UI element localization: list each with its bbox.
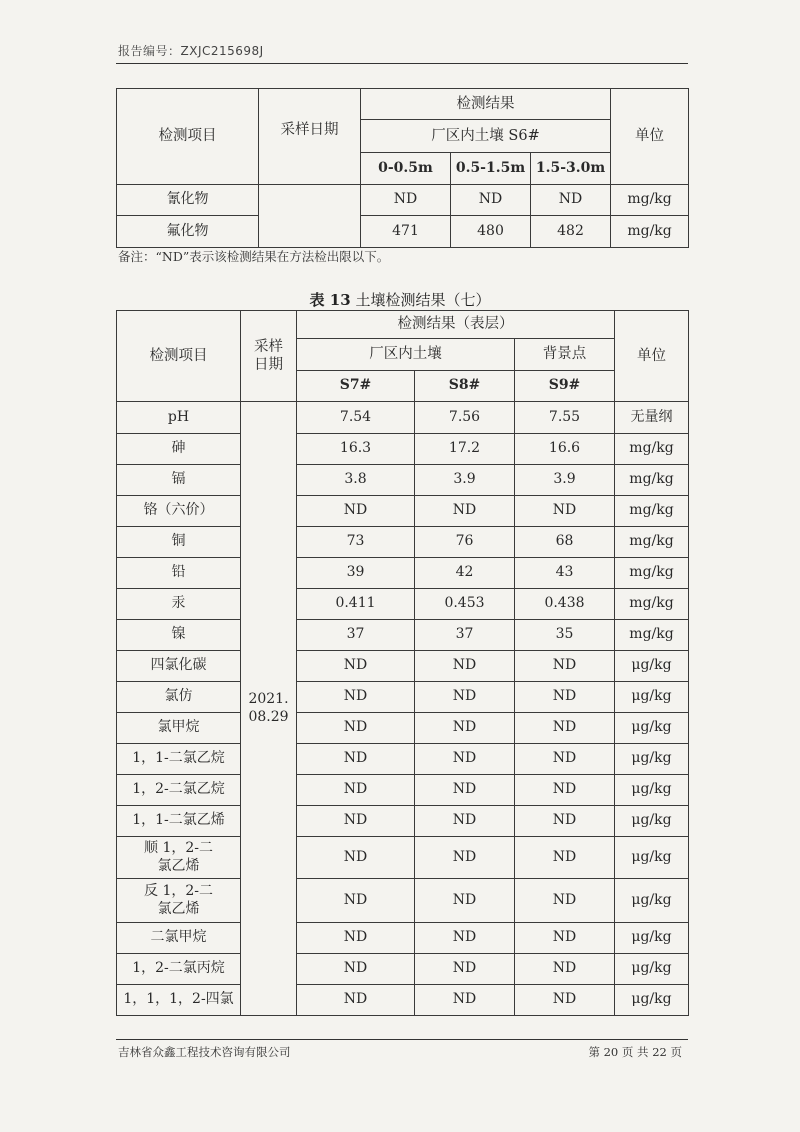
value-cell: ND — [297, 837, 415, 879]
value-cell: ND — [297, 879, 415, 923]
value-cell: 3.9 — [415, 465, 515, 496]
value-cell: ND — [515, 923, 615, 954]
item-cell: 镍 — [117, 620, 241, 651]
value-cell: 471 — [361, 216, 451, 248]
unit-cell: mg/kg — [611, 216, 689, 248]
value-cell: ND — [415, 806, 515, 837]
value-cell: 73 — [297, 527, 415, 558]
value-cell: 7.54 — [297, 402, 415, 434]
unit-cell: μg/kg — [615, 713, 689, 744]
value-cell: ND — [297, 775, 415, 806]
value-cell: 35 — [515, 620, 615, 651]
value-cell: ND — [415, 713, 515, 744]
table-row — [117, 954, 689, 985]
unit-cell: μg/kg — [615, 744, 689, 775]
table-row — [117, 682, 689, 713]
value-cell: ND — [415, 744, 515, 775]
table-row — [117, 558, 689, 589]
value-cell: 16.6 — [515, 434, 615, 465]
col-header-item: 检测项目 — [117, 89, 259, 185]
unit-cell: μg/kg — [615, 651, 689, 682]
value-cell: 0.453 — [415, 589, 515, 620]
item-cell: 氯仿 — [117, 682, 241, 713]
table-s6-continued — [116, 88, 689, 248]
value-cell: ND — [515, 744, 615, 775]
value-cell: ND — [515, 985, 615, 1016]
value-cell: ND — [515, 837, 615, 879]
value-cell: 3.8 — [297, 465, 415, 496]
item-cell: 氟化物 — [117, 216, 259, 248]
unit-cell: μg/kg — [615, 923, 689, 954]
value-cell: ND — [297, 954, 415, 985]
item-cell: 1，2-二氯丙烷 — [117, 954, 241, 985]
table-row — [117, 589, 689, 620]
unit-cell: μg/kg — [615, 879, 689, 923]
item-cell: pH — [117, 402, 241, 434]
table-row — [117, 985, 689, 1016]
item-cell: 二氯甲烷 — [117, 923, 241, 954]
item-cell: 氯甲烷 — [117, 713, 241, 744]
point-label: S9# — [515, 371, 615, 402]
point-label: S8# — [415, 371, 515, 402]
value-cell: ND — [415, 682, 515, 713]
item-cell: 顺 1，2-二氯乙烯 — [117, 837, 241, 879]
col-header-result: 检测结果（表层） — [297, 311, 615, 339]
table-note: 备注：“ND”表示该检测结果在方法检出限以下。 — [118, 249, 390, 264]
company-name: 吉林省众鑫工程技术咨询有限公司 — [118, 1045, 291, 1059]
table-13-title — [0, 289, 800, 310]
unit-cell: mg/kg — [611, 185, 689, 216]
col-header-unit: 单位 — [611, 89, 689, 185]
table-row — [117, 744, 689, 775]
table-row — [117, 185, 689, 216]
unit-cell: mg/kg — [615, 496, 689, 527]
group-factory: 厂区内土壤 — [297, 339, 515, 371]
unit-cell: μg/kg — [615, 682, 689, 713]
report-number: 报告编号：ZXJC215698J — [118, 44, 264, 58]
unit-cell: μg/kg — [615, 985, 689, 1016]
table-13 — [116, 310, 689, 1016]
value-cell: ND — [297, 985, 415, 1016]
table-row — [117, 402, 689, 434]
col-header-result: 检测结果 — [361, 89, 611, 120]
sampling-date-cell: 2021.08.29 — [241, 402, 297, 1016]
table-row — [117, 465, 689, 496]
value-cell: ND — [515, 496, 615, 527]
item-cell: 氰化物 — [117, 185, 259, 216]
value-cell: 17.2 — [415, 434, 515, 465]
value-cell: 0.438 — [515, 589, 615, 620]
unit-cell: mg/kg — [615, 620, 689, 651]
col-header-date: 采样日期 — [259, 89, 361, 185]
value-cell: ND — [531, 185, 611, 216]
value-cell: ND — [297, 713, 415, 744]
value-cell: 68 — [515, 527, 615, 558]
value-cell: ND — [297, 496, 415, 527]
table-row — [117, 527, 689, 558]
col-header-item: 检测项目 — [117, 311, 241, 402]
table-row — [117, 806, 689, 837]
table-row — [117, 879, 689, 923]
depth-label: 0-0.5m — [361, 153, 451, 185]
item-cell: 四氯化碳 — [117, 651, 241, 682]
item-cell: 1，1-二氯乙烷 — [117, 744, 241, 775]
value-cell: 480 — [451, 216, 531, 248]
item-cell: 1，2-二氯乙烷 — [117, 775, 241, 806]
value-cell: 16.3 — [297, 434, 415, 465]
value-cell: 76 — [415, 527, 515, 558]
value-cell: ND — [515, 954, 615, 985]
table-row — [117, 837, 689, 879]
item-cell: 镉 — [117, 465, 241, 496]
table-row — [117, 434, 689, 465]
value-cell: ND — [515, 775, 615, 806]
table-row — [117, 651, 689, 682]
value-cell: 39 — [297, 558, 415, 589]
footer-rule — [116, 1039, 688, 1040]
depth-label: 1.5-3.0m — [531, 153, 611, 185]
depth-label: 0.5-1.5m — [451, 153, 531, 185]
page-number: 第 20 页 共 22 页 — [588, 1045, 682, 1059]
unit-cell: mg/kg — [615, 527, 689, 558]
table-row — [117, 496, 689, 527]
value-cell: ND — [415, 879, 515, 923]
site-label: 厂区内土壤 S6# — [361, 120, 611, 153]
value-cell: 42 — [415, 558, 515, 589]
value-cell: 37 — [415, 620, 515, 651]
item-cell: 1，1，1，2-四氯 — [117, 985, 241, 1016]
table-13-number: 表 13 — [309, 291, 351, 309]
value-cell: 0.411 — [297, 589, 415, 620]
unit-cell: mg/kg — [615, 558, 689, 589]
value-cell: ND — [415, 496, 515, 527]
value-cell: ND — [415, 651, 515, 682]
group-background: 背景点 — [515, 339, 615, 371]
unit-cell: mg/kg — [615, 589, 689, 620]
value-cell: ND — [415, 954, 515, 985]
table-13-caption: 土壤检测结果（七） — [355, 291, 491, 309]
unit-cell: mg/kg — [615, 465, 689, 496]
unit-cell: mg/kg — [615, 434, 689, 465]
value-cell: ND — [415, 923, 515, 954]
value-cell: 7.55 — [515, 402, 615, 434]
col-header-date-text: 采样日期 — [254, 338, 283, 373]
value-cell: ND — [515, 806, 615, 837]
value-cell: 3.9 — [515, 465, 615, 496]
item-cell: 铬（六价） — [117, 496, 241, 527]
point-label: S7# — [297, 371, 415, 402]
value-cell: 43 — [515, 558, 615, 589]
value-cell: ND — [297, 651, 415, 682]
unit-cell: 无量纲 — [615, 402, 689, 434]
col-header-unit: 单位 — [615, 311, 689, 402]
value-cell: ND — [415, 775, 515, 806]
value-cell: 7.56 — [415, 402, 515, 434]
item-cell: 1，1-二氯乙烯 — [117, 806, 241, 837]
item-cell: 汞 — [117, 589, 241, 620]
table-row — [117, 216, 689, 248]
item-cell: 反 1，2-二氯乙烯 — [117, 879, 241, 923]
value-cell: ND — [297, 744, 415, 775]
value-cell: ND — [515, 651, 615, 682]
unit-cell: μg/kg — [615, 806, 689, 837]
item-cell: 砷 — [117, 434, 241, 465]
value-cell: ND — [297, 806, 415, 837]
value-cell: 482 — [531, 216, 611, 248]
date-cell — [259, 185, 361, 248]
item-cell: 铜 — [117, 527, 241, 558]
value-cell: ND — [515, 879, 615, 923]
value-cell: ND — [361, 185, 451, 216]
header-rule — [116, 63, 688, 64]
value-cell: ND — [515, 713, 615, 744]
unit-cell: μg/kg — [615, 837, 689, 879]
value-cell: ND — [415, 837, 515, 879]
value-cell: ND — [297, 682, 415, 713]
table-row — [117, 713, 689, 744]
table-row — [117, 923, 689, 954]
value-cell: ND — [297, 923, 415, 954]
value-cell: ND — [451, 185, 531, 216]
table-row — [117, 620, 689, 651]
col-header-date — [241, 311, 297, 402]
value-cell: 37 — [297, 620, 415, 651]
unit-cell: μg/kg — [615, 954, 689, 985]
value-cell: ND — [415, 985, 515, 1016]
item-cell: 铅 — [117, 558, 241, 589]
value-cell: ND — [515, 682, 615, 713]
table-row — [117, 775, 689, 806]
unit-cell: μg/kg — [615, 775, 689, 806]
